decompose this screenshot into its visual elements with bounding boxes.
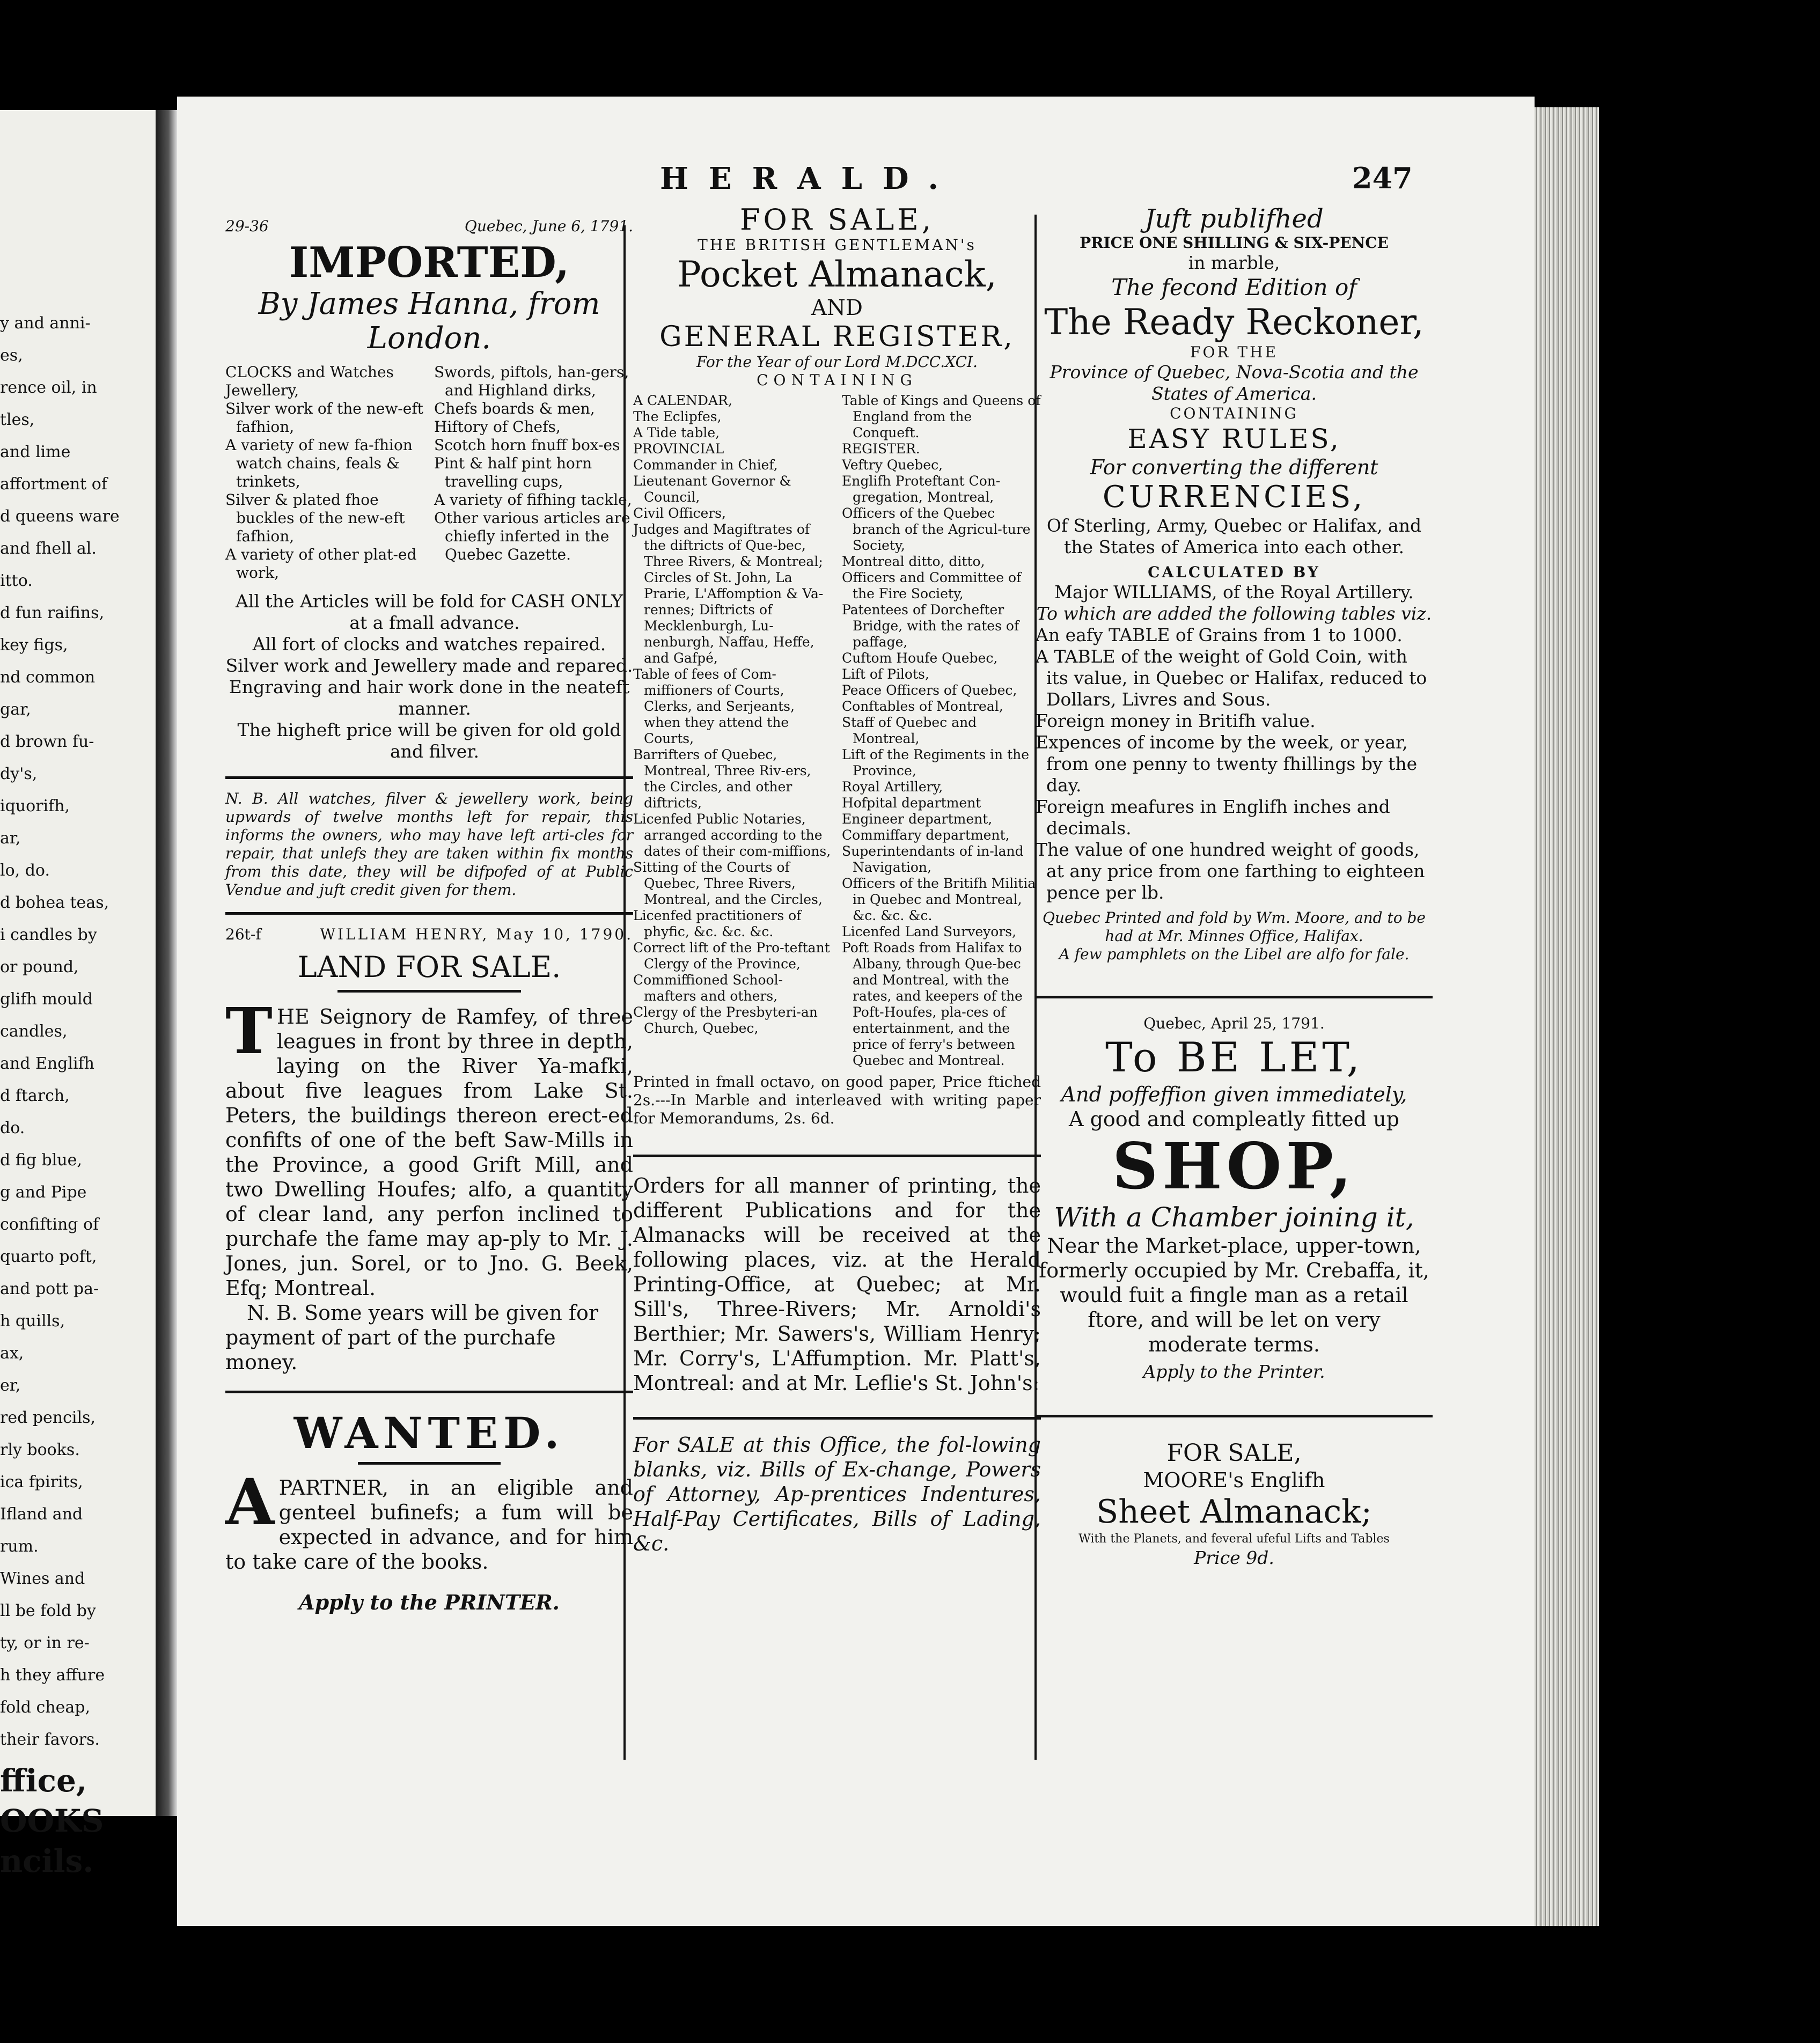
- land-nb: N. B. Some years will be given for payment of part of the purchafe money.: [225, 1301, 598, 1374]
- reckoner-just: Juft publifhed: [1144, 204, 1324, 234]
- page-edges: [1535, 107, 1599, 1926]
- list-item: Engineer department,: [842, 811, 993, 827]
- wanted-apply: Apply to the PRINTER.: [299, 1590, 560, 1614]
- left-page-text: g and Pipe: [0, 1183, 87, 1202]
- left-page-text: ica fpirits,: [0, 1473, 83, 1491]
- almanack-gentleman: THE BRITISH GENTLEMAN's: [698, 236, 977, 254]
- list-item: Pint & half pint horn travelling cups,: [434, 454, 592, 490]
- list-item: Licenfed practitioners of phyfic, &c. &c. &c.: [633, 908, 802, 939]
- left-page-text: OOKS: [0, 1803, 104, 1839]
- list-item: Scotch horn fnuff box-es: [434, 436, 620, 454]
- list-item: Commiffioned School-mafters and others,: [633, 972, 783, 1004]
- reckoner-of: Of Sterling, Army, Quebec or Halifax, and the States of America into each other.: [1046, 515, 1422, 557]
- left-page-fragment: [0, 110, 156, 1879]
- almanack-for-sale: FOR SALE,: [740, 203, 934, 237]
- list-item: PROVINCIAL: [633, 441, 724, 457]
- left-page-text: confifting of: [0, 1215, 99, 1234]
- left-page-text: ncils.: [0, 1843, 94, 1879]
- list-item: Veftry Quebec,: [842, 457, 943, 473]
- left-page-text: candles,: [0, 1022, 68, 1041]
- list-item: The value of one hundred weight of goods, at any price from one farthing to eighteen pence per lb.: [1036, 839, 1425, 903]
- list-item: All fort of clocks and watches repaired.: [252, 634, 606, 655]
- left-page-text: ax,: [0, 1344, 24, 1363]
- left-page-text: rence oil, in: [0, 378, 97, 397]
- list-item: Civil Officers,: [633, 505, 726, 521]
- left-page-text: fold cheap,: [0, 1698, 91, 1717]
- left-page-text: ar,: [0, 829, 21, 848]
- moore-for-sale: FOR SALE,: [1166, 1439, 1302, 1467]
- almanack-printed: Printed in fmall octavo, on good paper, Price ftiched 2s.---In Marble and interleaved with writing paper for Memorandums, 2s. 6d.: [633, 1073, 1041, 1127]
- reckoner-title: The Ready Reckoner,: [1044, 302, 1424, 343]
- reckoner-currencies: CURRENCIES,: [1102, 480, 1366, 515]
- let-title: To BE LET,: [1105, 1033, 1363, 1081]
- let-shop: SHOP,: [1112, 1129, 1356, 1203]
- list-item: Officers of the Britifh Militia in Quebec and Montreal, &c. &c. &c.: [842, 876, 1036, 923]
- left-page-text: nd common: [0, 668, 96, 687]
- list-item: Barrifters of Quebec, Montreal, Three Riv-ers, the Circles, and other diftricts,: [633, 747, 811, 811]
- reckoner-printed: Quebec Printed and fold by Wm. Moore, and to be had at Mr. Minnes Office, Halifax.: [1042, 909, 1426, 945]
- column-2: [633, 204, 1041, 1840]
- reckoner-tables: [1036, 624, 1433, 903]
- list-item: Judges and Magiftrates of the diftricts of Que-bec, Three Rivers, & Montreal; Circles of St. John, La Prarie, L'Affomption & Va-rennes; Diftricts of Mecklenburgh, Lu-nenburgh, Naffau, Heffe, and Gafpé,: [633, 521, 824, 666]
- reckoner-marble: in marble,: [1188, 252, 1280, 273]
- moore-price: Price 9d.: [1194, 1547, 1274, 1568]
- reckoner-for-the: FOR THE: [1190, 343, 1278, 361]
- list-item: Poft Roads from Halifax to Albany, through Que-bec and Montreal, with the rates, and keepers of the Poft-Houfes, pla-ces of entertainment, and the price of ferry's between Quebec and Montreal.: [842, 940, 1023, 1068]
- wanted-body: APARTNER, in an eligible and genteel bufinefs; a fum will be expected in advance, and for him to take care of the books.: [225, 1465, 633, 1574]
- left-page-text: i candles by: [0, 925, 97, 944]
- list-item: Silver work and Jewellery made and repared.: [225, 655, 633, 676]
- left-page-text: es,: [0, 346, 23, 365]
- list-item: The Eclipfes,: [633, 409, 722, 424]
- left-page-text: glifh mould: [0, 990, 93, 1009]
- list-item: A variety of other plat-ed work,: [225, 546, 417, 582]
- list-item: Table of fees of Com-miffioners of Courts, Clerks, and Serjeants, when they attend the Courts,: [633, 666, 795, 746]
- goods-list-right: [434, 363, 633, 582]
- left-page-text: their favors.: [0, 1730, 100, 1749]
- list-item: Montreal ditto, ditto,: [842, 554, 985, 569]
- list-item: All the Articles will be fold for CASH ONLY at a fmall advance.: [236, 591, 623, 633]
- list-item: A variety of fifhing tackle,: [434, 491, 632, 509]
- list-item: An eafy TABLE of Grains from 1 to 1000.: [1036, 624, 1403, 645]
- left-page-text: lo, do.: [0, 861, 50, 880]
- left-page-text: and Englifh: [0, 1054, 94, 1073]
- list-item: Superintendants of in-land Navigation,: [842, 843, 1024, 875]
- reckoner-edition: The fecond Edition of: [1111, 274, 1357, 300]
- list-item: Commander in Chief,: [633, 457, 778, 473]
- almanack-and: AND: [811, 296, 863, 320]
- imported-from: London.: [367, 321, 491, 356]
- left-page-text: h they affure: [0, 1666, 105, 1685]
- list-item: A variety of new fa-fhion watch chains, feals & trinkets,: [225, 436, 413, 490]
- left-page-text: or pound,: [0, 958, 79, 976]
- left-page-text: and pott pa-: [0, 1280, 99, 1298]
- list-item: Commiffary department,: [842, 827, 1010, 843]
- moore-sheet-almanack: Sheet Almanack;: [1096, 1493, 1372, 1531]
- left-page-text: itto.: [0, 571, 33, 590]
- list-item: A Tide table,: [633, 425, 720, 440]
- left-page-text: d fun raifins,: [0, 604, 105, 622]
- column-3: [1036, 204, 1433, 1787]
- list-item: Silver & plated fhoe buckles of the new-eft fafhion,: [225, 491, 405, 545]
- orders-notice: Orders for all manner of printing, the different Publications and for the Almanacks will be received at the following places, viz. at the Herald Printing-Office, at Quebec; at Mr. Sill's, Three-Rivers; Mr. Arnoldi's Berthier; Mr. Sawers's, William Henry; Mr. Corry's, L'Affumption. Mr. Platt's, Montreal: and at Mr. Leflie's St. John's:: [633, 1174, 1041, 1395]
- list-item: Table of Kings and Queens of England from the Conqueft.: [842, 393, 1041, 440]
- list-item: A CALENDAR,: [633, 393, 732, 408]
- let-body: Near the Market-place, upper-town, formerly occupied by Mr. Crebaffa, it, would fuit a fingle man as a retail ftore, and will be let on very moderate terms.: [1039, 1234, 1429, 1356]
- almanack-year: For the Year of our Lord M.DCC.XCI.: [696, 353, 978, 371]
- blanks-for-sale: For SALE at this Office, the fol-lowing blanks, viz. Bills of Ex-change, Powers of Attorney, Ap-prentices Indentures, Half-Pay Certificates, Bills of Lading, &c.: [633, 1433, 1041, 1555]
- list-item: Cuftom Houfe Quebec,: [842, 650, 998, 666]
- left-page-text: tles,: [0, 410, 35, 429]
- almanack-title: Pocket Almanack,: [677, 254, 997, 295]
- list-item: Officers and Committee of the Fire Society,: [842, 570, 1022, 601]
- imported-title: IMPORTED,: [289, 238, 570, 287]
- let-good: A good and compleatly fitted up: [1069, 1107, 1399, 1131]
- left-page-text: affortment of: [0, 475, 107, 494]
- left-page-text: h quills,: [0, 1312, 65, 1331]
- list-item: Royal Artillery,: [842, 779, 943, 795]
- list-item: Patentees of Dorchefter Bridge, with the rates of paffage,: [842, 602, 1019, 650]
- list-item: Staff of Quebec and Montreal,: [842, 715, 977, 746]
- let-apply: Apply to the Printer.: [1143, 1361, 1325, 1382]
- book-gutter: [156, 110, 177, 1816]
- left-page-text: red pencils,: [0, 1408, 96, 1427]
- list-item: Englifh Proteftant Con-gregation, Montreal,: [842, 473, 1001, 505]
- wanted-title: WANTED.: [293, 1408, 565, 1458]
- left-page-text: dy's,: [0, 765, 38, 783]
- left-page-text: Ifland and: [0, 1505, 83, 1524]
- page-number: 247: [1352, 161, 1413, 195]
- list-item: Expences of income by the week, or year, from one penny to twenty fhillings by the day.: [1036, 732, 1418, 796]
- left-page-text: ffice,: [0, 1762, 87, 1799]
- list-item: Lift of the Regiments in the Province,: [842, 747, 1030, 778]
- land-title: LAND FOR SALE.: [297, 950, 561, 984]
- column-1: [225, 217, 633, 1827]
- list-item: Licenfed Public Notaries, arranged according to the dates of their com-miffions,: [633, 811, 831, 859]
- imported-nb: N. B. All watches, filver & jewellery work, being upwards of twelve months left for repair, this informs the owners, who may have left arti-cles for repair, that unlefs they are taken within fix months from this date, they will be difpofed of at Public Vendue and juft credit given for them.: [225, 790, 633, 899]
- list-item: Engraving and hair work done in the neateft manner.: [229, 677, 630, 719]
- left-page-text: ll be fold by: [0, 1601, 96, 1620]
- reckoner-province: Province of Quebec, Nova-Scotia and the States of America.: [1050, 362, 1419, 404]
- left-page-text: er,: [0, 1376, 21, 1395]
- imported-dateline: 29-36 Quebec, June 6, 1791.: [225, 217, 633, 235]
- list-item: A TABLE of the weight of Gold Coin, with its value, in Quebec or Halifax, reduced to Dollars, Livres and Sous.: [1036, 646, 1427, 710]
- left-page-text: gar,: [0, 700, 31, 719]
- imported-byline: By James Hanna, from: [258, 286, 600, 321]
- left-page-text: and lime: [0, 443, 71, 461]
- list-item: Sitting of the Courts of Quebec, Three Rivers, Montreal, and the Circles,: [633, 859, 823, 907]
- contents-left: [633, 393, 832, 1069]
- list-item: REGISTER.: [842, 441, 920, 457]
- list-item: Chefs boards & men,: [434, 400, 595, 417]
- wanted-dropcap: A: [225, 1465, 275, 1539]
- left-page-text: quarto poft,: [0, 1247, 97, 1266]
- reckoner-containing: CONTAINING: [1170, 405, 1298, 422]
- list-item: Swords, piftols, han-gers, and Highland dirks,: [434, 363, 629, 399]
- reckoner-libel: A few pamphlets on the Libel are alfo for fale.: [1059, 945, 1410, 963]
- reckoner-easy-rules: EASY RULES,: [1127, 423, 1341, 454]
- left-page-text: Wines and: [0, 1569, 85, 1588]
- goods-list-left: [225, 363, 424, 582]
- left-page-text: ty, or in re-: [0, 1634, 90, 1652]
- list-item: The higheft price will be given for old gold and filver.: [237, 719, 621, 762]
- left-page-text: d bohea teas,: [0, 893, 109, 912]
- left-page-text: d fig blue,: [0, 1151, 82, 1170]
- almanack-register: GENERAL REGISTER,: [659, 321, 1015, 353]
- left-page-text: y and anni-: [0, 314, 91, 333]
- land-body: THE Seignory de Ramfey, of three leagues in front by three in depth, laying on the River Ya-mafki, about five leagues from Lake St. Peters, the buildings thereon erect-ed confifts of one of the beft Saw-Mills in the Province, a good Grift Mill, and two Dwelling Houfes; alfo, a quantity of clear land, any perfon inclined to purchafe the fame may ap-ply to Mr. J. Jones, jun. Sorel, or to Jno. G. Beek, Efq; Montreal.: [225, 994, 633, 1300]
- reckoner-converting: For converting the different: [1090, 455, 1378, 479]
- list-item: Peace Officers of Quebec,: [842, 682, 1017, 698]
- almanack-containing: CONTAINING: [757, 371, 918, 389]
- let-dateline: Quebec, April 25, 1791.: [1143, 1015, 1325, 1032]
- moore-with: With the Planets, and feveral ufeful Lifts and Tables: [1078, 1532, 1390, 1546]
- left-page-text: key figs,: [0, 636, 68, 655]
- imported-notices: [225, 591, 633, 762]
- list-item: Other various articles are chiefly inferted in the Quebec Gazette.: [434, 509, 630, 563]
- left-page-text: rly books.: [0, 1441, 80, 1459]
- list-item: Lieutenant Governor & Council,: [633, 473, 791, 505]
- left-page-text: and fhell al.: [0, 539, 97, 558]
- left-page-text: d ftarch,: [0, 1086, 70, 1105]
- list-item: Clergy of the Presbyteri-an Church, Quebec,: [633, 1004, 818, 1036]
- land-dropcap: T: [225, 994, 273, 1068]
- list-item: CLOCKS and Watches: [225, 363, 394, 381]
- left-page-text: d brown fu-: [0, 732, 94, 751]
- let-possession: And poffeffion given immediately,: [1061, 1083, 1407, 1106]
- imported-goods-list: [225, 363, 633, 582]
- left-page-text: rum.: [0, 1537, 39, 1556]
- list-item: Jewellery,: [225, 381, 299, 399]
- list-item: Officers of the Quebec branch of the Agricul-ture Society,: [842, 505, 1031, 553]
- running-header: HERALD.: [660, 161, 959, 196]
- list-item: Hofpital department: [842, 795, 981, 811]
- list-item: Conftables of Montreal,: [842, 699, 1003, 714]
- almanack-contents: [633, 393, 1041, 1069]
- left-page-text: iquorifh,: [0, 797, 70, 815]
- list-item: Silver work of the new-eft fafhion,: [225, 400, 423, 436]
- land-dateline: 26t-f WILLIAM HENRY, May 10, 1790.: [225, 925, 633, 943]
- left-page-text: d queens ware: [0, 507, 120, 526]
- left-page-text: do.: [0, 1119, 25, 1137]
- list-item: Hiftory of Chefs,: [434, 418, 561, 436]
- list-item: Foreign money in Britifh value.: [1036, 710, 1316, 731]
- list-item: Foreign meafures in Englifh inches and decimals.: [1036, 796, 1390, 839]
- reckoner-major: Major WILLIAMS, of the Royal Artillery.: [1054, 582, 1414, 602]
- reckoner-price: PRICE ONE SHILLING & SIX-PENCE: [1080, 234, 1389, 252]
- contents-right: [842, 393, 1041, 1069]
- list-item: Correct lift of the Pro-teftant Clergy of the Province,: [633, 940, 830, 972]
- moore-english: MOORE's Englifh: [1143, 1468, 1325, 1492]
- reckoner-calculated: CALCULATED BY: [1148, 563, 1320, 581]
- list-item: Lift of Pilots,: [842, 666, 929, 682]
- reckoner-added: To which are added the following tables viz.: [1036, 603, 1432, 624]
- let-chamber: With a Chamber joining it,: [1054, 1202, 1414, 1233]
- list-item: Licenfed Land Surveyors,: [842, 924, 1017, 939]
